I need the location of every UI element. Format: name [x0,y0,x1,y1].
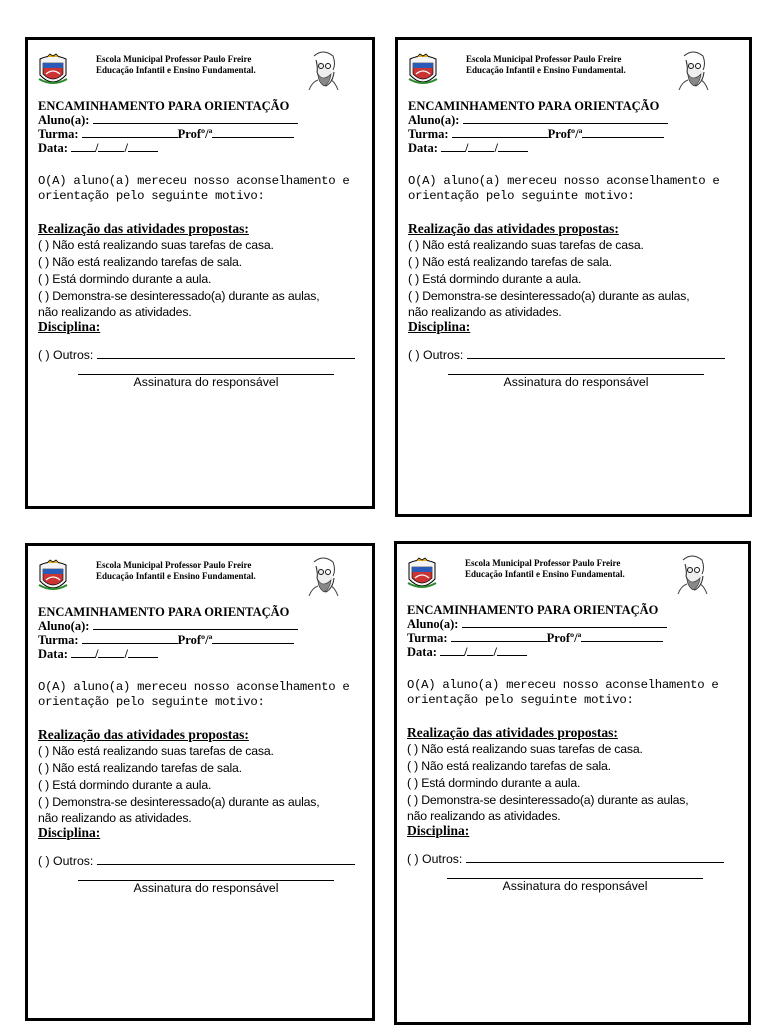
school-header-text [466,54,626,76]
option-homework[interactable]: ( ) Não está realizando suas tarefas de casa. [407,742,643,756]
discipline-label: Disciplina: [408,319,471,334]
class-field [408,127,743,141]
student-field [38,619,366,633]
others-field [407,851,742,866]
section-title: Realização das atividades propostas: [408,221,619,236]
student-label: Aluno(a): [407,617,459,631]
intro-text [38,174,366,204]
form-header [28,40,372,90]
date-separator: / [463,645,468,659]
date-separator: / [493,645,497,659]
school-levels: Educação Infantil e Ensino Fundamental. [466,65,626,75]
signature-line[interactable] [448,368,704,375]
date-year-input[interactable] [128,647,158,658]
others-input[interactable] [467,347,725,359]
referral-form-card [25,37,375,509]
date-separator: / [94,141,99,155]
others-label[interactable]: ( ) Outros: [407,852,463,866]
class-input[interactable] [451,631,547,642]
teacher-label: Profº/ª [177,127,213,141]
date-year-input[interactable] [128,141,158,152]
form-header [28,546,372,596]
portrait-sketch-icon [676,50,710,90]
option-disinterested-cont: não realizando as atividades. [38,305,192,319]
form-title: ENCAMINHAMENTO PARA ORIENTAÇÃO [407,603,659,617]
date-separator: / [94,647,99,661]
form-body [38,99,366,390]
school-name: Escola Municipal Professor Paulo Freire [465,558,621,568]
class-label: Turma: [407,631,448,645]
student-label: Aluno(a): [38,113,90,127]
option-disinterested[interactable]: ( ) Demonstra-se desinteressado(a) durante as aulas, [408,289,690,303]
student-name-input[interactable] [93,113,298,124]
school-header-text [96,560,256,582]
date-day-input[interactable] [71,141,95,152]
teacher-label: Profº/ª [547,127,583,141]
reason-options [38,237,366,319]
signature-line[interactable] [78,874,334,881]
school-header-text [465,558,625,580]
school-name: Escola Municipal Professor Paulo Freire [96,54,252,64]
option-disinterested[interactable]: ( ) Demonstra-se desinteressado(a) durante as aulas, [38,289,320,303]
others-input[interactable] [97,347,355,359]
option-homework[interactable]: ( ) Não está realizando suas tarefas de casa. [38,744,274,758]
option-sleeping[interactable]: ( ) Está dormindo durante a aula. [407,776,581,790]
student-name-input[interactable] [463,113,668,124]
others-field [408,347,743,362]
form-title: ENCAMINHAMENTO PARA ORIENTAÇÃO [38,99,290,113]
option-sleeping[interactable]: ( ) Está dormindo durante a aula. [38,778,212,792]
school-levels: Educação Infantil e Ensino Fundamental. [96,65,256,75]
school-levels: Educação Infantil e Ensino Fundamental. [96,571,256,581]
date-separator: / [124,141,128,155]
others-label[interactable]: ( ) Outros: [38,348,94,362]
intro-text [407,678,742,708]
intro-line: orientação pelo seguinte motivo: [407,693,634,707]
date-label: Data: [38,141,68,155]
form-body [407,603,742,894]
teacher-label: Profº/ª [177,633,213,647]
option-classwork[interactable]: ( ) Não está realizando tarefas de sala. [38,255,242,269]
others-input[interactable] [466,851,724,863]
class-field [38,127,366,141]
student-field [407,617,742,631]
student-name-input[interactable] [93,619,298,630]
option-sleeping[interactable]: ( ) Está dormindo durante a aula. [408,272,582,286]
date-year-input[interactable] [498,141,528,152]
student-field [38,113,366,127]
teacher-input[interactable] [582,127,664,138]
date-day-input[interactable] [441,141,465,152]
intro-line: orientação pelo seguinte motivo: [38,189,265,203]
option-sleeping[interactable]: ( ) Está dormindo durante a aula. [38,272,212,286]
signature-label: Assinatura do responsável [503,375,649,389]
signature-label: Assinatura do responsável [133,375,279,389]
discipline-label: Disciplina: [38,319,101,334]
portrait-sketch-icon [306,50,340,90]
signature-label: Assinatura do responsável [502,879,648,893]
intro-line: O(A) aluno(a) mereceu nosso aconselhamento e [407,678,719,692]
option-homework[interactable]: ( ) Não está realizando suas tarefas de casa. [408,238,644,252]
option-classwork[interactable]: ( ) Não está realizando tarefas de sala. [408,255,612,269]
intro-text [38,680,366,710]
referral-form-card [25,543,375,1021]
date-separator: / [494,141,498,155]
class-field [407,631,742,645]
student-label: Aluno(a): [408,113,460,127]
teacher-input[interactable] [212,127,294,138]
teacher-input[interactable] [212,633,294,644]
option-disinterested[interactable]: ( ) Demonstra-se desinteressado(a) durante as aulas, [407,793,689,807]
reason-options [407,741,742,823]
others-input[interactable] [97,853,355,865]
class-label: Turma: [408,127,449,141]
option-disinterested-cont: não realizando as atividades. [408,305,562,319]
option-disinterested-cont: não realizando as atividades. [38,811,192,825]
discipline-label: Disciplina: [38,825,101,840]
others-field [38,347,366,362]
intro-line: O(A) aluno(a) mereceu nosso aconselhamento e [38,174,350,188]
class-input[interactable] [452,127,548,138]
class-input[interactable] [82,633,178,644]
section-title: Realização das atividades propostas: [38,727,249,742]
date-label: Data: [408,141,438,155]
intro-line: O(A) aluno(a) mereceu nosso aconselhamento e [38,680,350,694]
signature-label: Assinatura do responsável [133,881,279,895]
school-header-text [96,54,256,76]
date-field [38,647,366,661]
section-title: Realização das atividades propostas: [407,725,618,740]
option-disinterested-cont: não realizando as atividades. [407,809,561,823]
municipal-crest-icon [408,53,438,89]
school-levels: Educação Infantil e Ensino Fundamental. [465,569,625,579]
student-name-input[interactable] [462,617,667,628]
intro-text [408,174,743,204]
portrait-sketch-icon [306,556,340,596]
form-header [398,40,749,90]
class-field [38,633,366,647]
others-field [38,853,366,868]
referral-form-card [394,541,751,1025]
others-label[interactable]: ( ) Outros: [38,854,94,868]
date-field [407,645,742,659]
form-title: ENCAMINHAMENTO PARA ORIENTAÇÃO [408,99,660,113]
signature-line[interactable] [447,872,703,879]
date-separator: / [464,141,469,155]
reason-options [408,237,743,319]
option-homework[interactable]: ( ) Não está realizando suas tarefas de casa. [38,238,274,252]
date-year-input[interactable] [497,645,527,656]
school-name: Escola Municipal Professor Paulo Freire [466,54,622,64]
option-classwork[interactable]: ( ) Não está realizando tarefas de sala. [407,759,611,773]
date-separator: / [124,647,128,661]
form-title: ENCAMINHAMENTO PARA ORIENTAÇÃO [38,605,290,619]
date-day-input[interactable] [71,647,95,658]
form-body [38,605,366,896]
date-month-input[interactable] [467,645,493,656]
teacher-input[interactable] [581,631,663,642]
class-label: Turma: [38,633,79,647]
date-field [408,141,743,155]
date-month-input[interactable] [468,141,494,152]
teacher-label: Profº/ª [546,631,582,645]
date-month-input[interactable] [98,647,124,658]
signature-line[interactable] [78,368,334,375]
intro-line: orientação pelo seguinte motivo: [38,695,265,709]
option-classwork[interactable]: ( ) Não está realizando tarefas de sala. [38,761,242,775]
date-month-input[interactable] [98,141,124,152]
reason-options [38,743,366,825]
form-body [408,99,743,390]
date-label: Data: [38,647,68,661]
date-day-input[interactable] [440,645,464,656]
date-label: Data: [407,645,437,659]
others-label[interactable]: ( ) Outros: [408,348,464,362]
option-disinterested[interactable]: ( ) Demonstra-se desinteressado(a) durante as aulas, [38,795,320,809]
class-input[interactable] [82,127,178,138]
section-title: Realização das atividades propostas: [38,221,249,236]
class-label: Turma: [38,127,79,141]
municipal-crest-icon [407,557,437,593]
school-name: Escola Municipal Professor Paulo Freire [96,560,252,570]
intro-line: O(A) aluno(a) mereceu nosso aconselhamento e [408,174,720,188]
referral-form-card [395,37,752,517]
discipline-label: Disciplina: [407,823,470,838]
form-header [397,544,748,594]
intro-line: orientação pelo seguinte motivo: [408,189,635,203]
municipal-crest-icon [38,53,68,89]
student-label: Aluno(a): [38,619,90,633]
municipal-crest-icon [38,559,68,595]
date-field [38,141,366,155]
student-field [408,113,743,127]
portrait-sketch-icon [675,554,709,594]
